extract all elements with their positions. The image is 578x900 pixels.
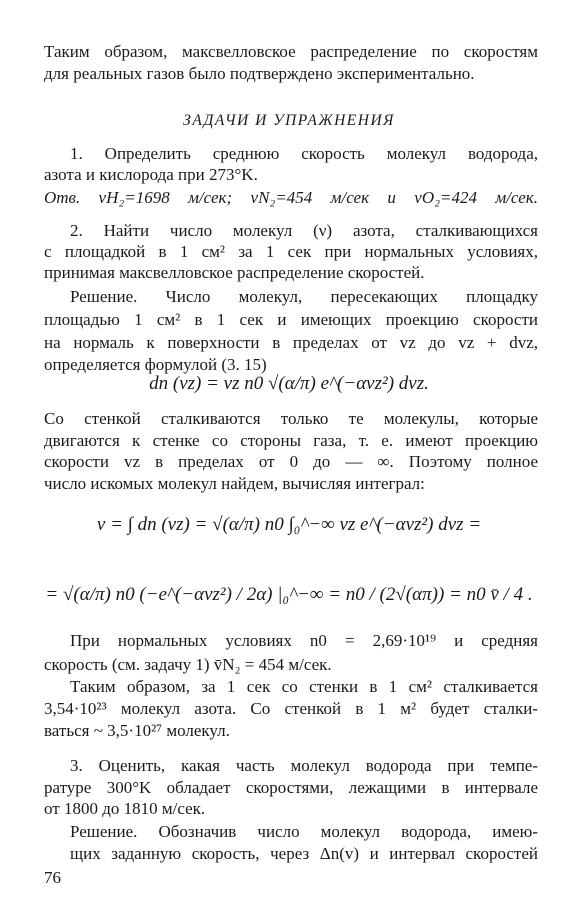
- problem-2-text-3: скорости vz в пределах от 0 до — ∞. Поэтому полное: [44, 452, 538, 471]
- problem-3-solution-1: Решение. Обозначив число молекул водорода, имею-: [70, 822, 538, 841]
- intro-line-2: для реальных газов было подтверждено экспериментально.: [44, 64, 475, 83]
- problem-2-text-7: Таким образом, за 1 сек со стенки в 1 см² сталкивается: [70, 677, 538, 696]
- problem-2-text-1: Со стенкой сталкиваются только те молекулы, которые: [44, 409, 538, 428]
- section-title: ЗАДАЧИ И УПРАЖНЕНИЯ: [183, 112, 395, 129]
- formula-integral: ν = ∫ dn (vz) = √(α/π) n0 ∫₀^−∞ vz e^(−αvz²) dvz =: [96, 514, 482, 535]
- problem-2-solution-3: на нормаль к поверхности в пределах от vz до vz + dvz,: [44, 333, 538, 352]
- problem-2-text-9: ваться ~ 3,5·10²⁷ молекул.: [44, 721, 230, 740]
- formula-result: = √(α/π) n0 (−e^(−αvz²) / 2α) |₀^−∞ = n0 / (2√(απ)) = n0 v̄ / 4 .: [45, 584, 533, 605]
- formula-dn: dn (vz) = vz n0 √(α/π) e^(−αvz²) dvz.: [149, 373, 429, 394]
- problem-2-text-8: 3,54·10²³ молекул азота. Со стенкой в 1 м² будет сталки-: [44, 699, 538, 718]
- problem-2-solution-2: площадью 1 см² в 1 сек и имеющих проекцию скорости: [44, 310, 538, 329]
- problem-2-line-1: 2. Найти число молекул (ν) азота, сталкивающихся: [70, 221, 538, 240]
- problem-2-solution-4: определяется формулой (3. 15): [44, 355, 267, 374]
- problem-1-line-1: 1. Определить среднюю скорость молекул водорода,: [70, 144, 538, 163]
- intro-line-1: Таким образом, максвелловское распределение по скоростям: [44, 42, 538, 61]
- problem-2-text-2: двигаются к стенке со стороны газа, т. е. имеют проекцию: [44, 431, 538, 450]
- problem-3-line-3: от 1800 до 1810 м/сек.: [44, 799, 206, 818]
- problem-1-line-2: азота и кислорода при 273°K.: [44, 165, 258, 184]
- problem-1-answer: Отв. vH₂=1698 м/сек; vN₂=454 м/сек и vO₂=424 м/сек.: [44, 188, 538, 207]
- page-number: 76: [44, 868, 61, 887]
- problem-2-line-3: принимая максвелловское распределение скоростей.: [44, 263, 425, 282]
- problem-3-solution-2: щих заданную скорость, через Δn(v) и интервал скоростей: [70, 844, 538, 863]
- problem-3-line-2: ратуре 300°K обладает скоростями, лежащими в интервале: [44, 778, 538, 797]
- problem-3-line-1: 3. Оценить, какая часть молекул водорода при темпе-: [70, 756, 538, 775]
- problem-2-text-4: число искомых молекул найдем, вычисляя интеграл:: [44, 474, 425, 493]
- problem-2-line-2: с площадкой в 1 см² за 1 сек при нормальных условиях,: [44, 242, 538, 261]
- problem-2-text-6: скорость (см. задачу 1) v̄N₂ = 454 м/сек.: [44, 655, 332, 674]
- problem-2-solution-1: Решение. Число молекул, пересекающих площадку: [70, 287, 538, 306]
- problem-2-text-5: При нормальных условиях n0 = 2,69·10¹⁹ и средняя: [70, 631, 538, 650]
